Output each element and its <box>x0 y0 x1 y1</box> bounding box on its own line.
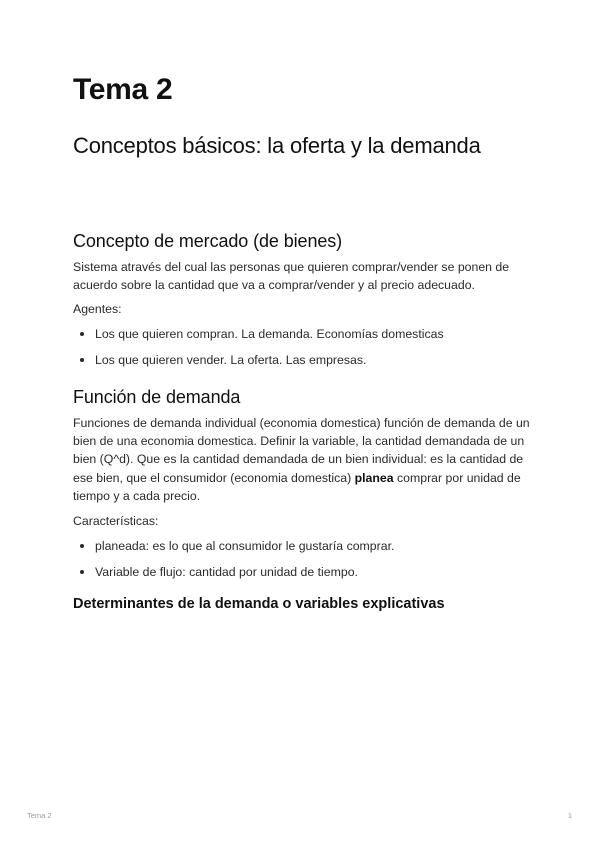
agents-list <box>73 325 535 377</box>
list-item: planeada: es lo que al consumidor le gustaría comprar. <box>73 537 535 563</box>
page-number: 1 <box>567 811 572 820</box>
characteristics-list <box>73 537 535 589</box>
list-item: Los que quieren compran. La demanda. Economías domesticas <box>73 325 535 351</box>
paragraph-text: Funciones de demanda individual (economia domestica) función de demanda de un bien de una economia domestica. Definir la variable, la cantidad demandada de un bien (Q^d). Que es la cantidad demandada de un bien individual: es la cantidad de ese bien, que el consumidor (economia domestica) <box>73 416 530 485</box>
characteristics-label: Características: <box>73 514 159 528</box>
agents-label: Agentes: <box>73 302 122 316</box>
section-heading-demanda: Función de demanda <box>73 387 241 407</box>
list-item: Variable de flujo: cantidad por unidad de tiempo. <box>73 563 535 589</box>
footer-title: Tema 2 <box>27 811 52 820</box>
page-title: Tema 2 <box>73 73 173 106</box>
page-subtitle: Conceptos básicos: la oferta y la demanda <box>73 133 481 158</box>
paragraph-text: comprar por unidad de tiempo y a cada precio. <box>73 470 521 503</box>
section-paragraph-mercado: Sistema através del cual las personas que quieren comprar/vender se ponen de acuerdo sobre la cantidad que va a comprar/vender y al precio adecuado. <box>73 260 510 293</box>
section-paragraph-demanda <box>73 414 535 505</box>
paragraph-bold-text: planea <box>354 470 394 485</box>
section-heading-determinantes: Determinantes de la demanda o variables explicativas <box>73 596 445 612</box>
list-item: Los que quieren vender. La oferta. Las empresas. <box>73 351 535 377</box>
section-heading-mercado: Concepto de mercado (de bienes) <box>73 231 343 251</box>
